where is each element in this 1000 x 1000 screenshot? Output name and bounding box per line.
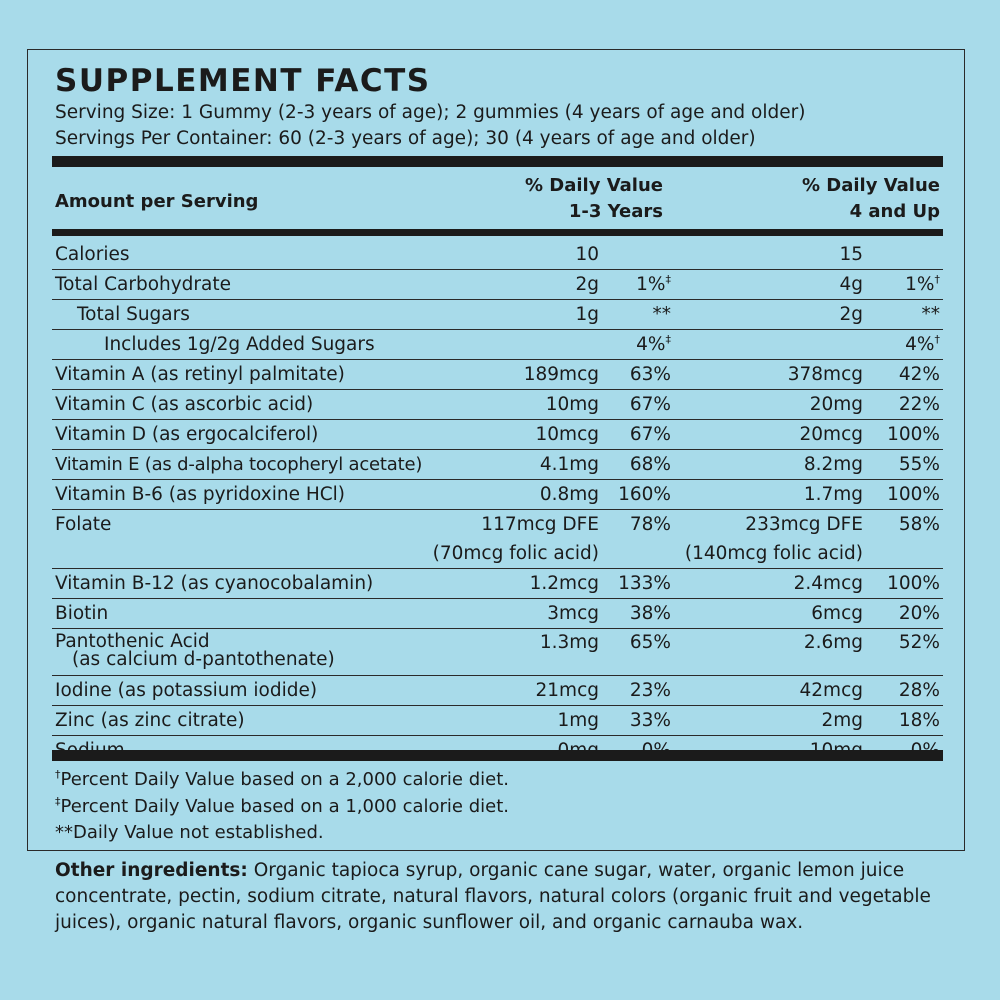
other-ingredients-text: Organic tapioca syrup, organic cane sugar, water, organic lemon juice concentrate, pectin, sodium citrate, natural flavors, natural colors (organic fruit and vegetable juices), organic natural flavors, organic sunflower oil, and organic carnauba wax. (55, 860, 931, 933)
dv-1-3-years: 63% (629, 364, 671, 385)
amount-1-3-years: 10mcg (535, 424, 599, 445)
dv-footnote-mark: ‡ (665, 332, 671, 346)
dv-1-3-years: 38% (629, 603, 671, 624)
dv-4-and-up: 100% (887, 424, 940, 445)
nutrient-name: Includes 1g/2g Added Sugars (104, 334, 375, 355)
dv-footnote-mark: ‡ (665, 272, 671, 286)
nutrient-name: Total Carbohydrate (55, 274, 232, 295)
footnote-dv-not-established: **Daily Value not established. (55, 822, 324, 843)
dv-1-3-years: 33% (629, 710, 671, 731)
amount-1-3-years: 0.8mg (539, 484, 599, 505)
dv-1-3-years: 67% (629, 394, 671, 415)
nutrient-name: Vitamin B-6 (as pyridoxine HCl) (55, 484, 346, 505)
nutrient-name: Folate (55, 514, 112, 535)
dv-4-and-up: 22% (898, 394, 940, 415)
nutrient-row-added-sugars (52, 330, 943, 360)
dv2-header-line1: % Daily Value (801, 175, 940, 196)
folic-acid-4-and-up: (140mcg folic acid) (684, 543, 863, 564)
nutrient-row-iodine (52, 676, 943, 706)
panel-title: SUPPLEMENT FACTS (55, 63, 431, 99)
dv-4-and-up: 42% (898, 364, 940, 385)
dv1-header-line1: % Daily Value (524, 175, 663, 196)
amount-1-3-years: 3mcg (547, 603, 599, 624)
servings-per-container: Servings Per Container: 60 (2-3 years of age); 30 (4 years of age and older) (55, 128, 756, 149)
dv-1-3-years: 160% (618, 484, 671, 505)
nutrient-name: Vitamin B-12 (as cyanocobalamin) (55, 573, 374, 594)
nutrient-name-line2: (as calcium d-pantothenate) (72, 649, 335, 670)
amount-1-3-years: 1.2mcg (529, 573, 599, 594)
dv-4-and-up: ** (921, 304, 940, 325)
amount-1-3-years: 1mg (557, 710, 599, 731)
amount-1-3-years: 10mg (545, 394, 599, 415)
daily-value-4-and-up-header (802, 173, 940, 225)
amount-4-and-up: 8.2mg (803, 454, 863, 475)
nutrient-name: Iodine (as potassium iodide) (55, 680, 318, 701)
dv-value: 1% (905, 274, 935, 295)
dv-footnote-mark: † (934, 272, 940, 286)
amount-4-and-up: 20mcg (799, 424, 863, 445)
dv-value: 4% (905, 334, 935, 355)
dv-4-and-up: 100% (887, 484, 940, 505)
amount-4-and-up: 2mg (821, 710, 863, 731)
dv-1-3-years: 65% (629, 632, 671, 653)
amount-1-3-years: 21mcg (535, 680, 599, 701)
nutrient-row-total-carbohydrate (52, 270, 943, 300)
nutrient-row-vitamin-a (52, 360, 943, 390)
amount-1-3-years: 189mcg (523, 364, 599, 385)
dv1-header-line2: 1-3 Years (568, 201, 663, 222)
amount-1-3-years: 1.3mg (539, 632, 599, 653)
amount-4-and-up: 378mcg (787, 364, 863, 385)
nutrient-name: Calories (55, 244, 130, 265)
dv-4-and-up (905, 330, 940, 359)
dv-1-3-years: ** (652, 304, 671, 325)
footnote-2000-calorie (55, 768, 509, 792)
dv-1-3-years (636, 270, 671, 299)
amount-1-3-years: 10 (575, 244, 599, 265)
serving-size: Serving Size: 1 Gummy (2-3 years of age); 2 gummies (4 years of age and older) (55, 102, 806, 123)
amount-4-and-up: 1.7mg (803, 484, 863, 505)
nutrient-table (52, 240, 943, 765)
folic-acid-1-3-years: (70mcg folic acid) (432, 543, 599, 564)
amount-4-and-up: 2g (839, 304, 863, 325)
dv-value: 4% (636, 334, 666, 355)
dv-4-and-up: 55% (898, 454, 940, 475)
nutrient-row-zinc (52, 706, 943, 736)
dv-4-and-up: 100% (887, 573, 940, 594)
nutrient-row-vitamin-b6 (52, 480, 943, 510)
nutrient-row-pantothenic-acid (52, 629, 943, 676)
dv-1-3-years: 23% (629, 680, 671, 701)
dv-4-and-up: 28% (898, 680, 940, 701)
dv-1-3-years: 68% (629, 454, 671, 475)
daily-value-1-3-years-header (525, 173, 663, 225)
amount-4-and-up: 20mg (809, 394, 863, 415)
footnote-text: Percent Daily Value based on a 2,000 calorie diet. (60, 769, 509, 790)
nutrient-name: Biotin (55, 603, 109, 624)
nutrient-name: Pantothenic Acid (55, 631, 210, 652)
amount-1-3-years: 2g (575, 274, 599, 295)
amount-4-and-up: 4g (839, 274, 863, 295)
dv2-header-line2: 4 and Up (849, 201, 940, 222)
dv-footnote-mark: † (934, 332, 940, 346)
nutrient-name: Total Sugars (77, 304, 190, 325)
dv-1-3-years: 133% (618, 573, 671, 594)
amount-1-3-years: 4.1mg (539, 454, 599, 475)
dv-4-and-up (905, 270, 940, 299)
dv-1-3-years: 67% (629, 424, 671, 445)
nutrient-row-calories (52, 240, 943, 270)
dv-value: 1% (636, 274, 666, 295)
other-ingredients-label: Other ingredients: (55, 860, 248, 881)
amount-4-and-up: 42mcg (799, 680, 863, 701)
nutrient-name: Zinc (as zinc citrate) (55, 710, 245, 731)
nutrient-name: Vitamin C (as ascorbic acid) (55, 394, 314, 415)
nutrient-row-vitamin-e (52, 450, 943, 480)
amount-1-3-years: 1g (575, 304, 599, 325)
amount-4-and-up: 6mcg (811, 603, 863, 624)
amount-4-and-up: 2.6mg (803, 632, 863, 653)
thick-divider-top (52, 156, 943, 167)
amount-4-and-up: 233mcg DFE (745, 514, 863, 535)
dv-1-3-years: 78% (629, 514, 671, 535)
amount-4-and-up: 15 (839, 244, 863, 265)
dv-4-and-up: 18% (898, 710, 940, 731)
amount-per-serving-header: Amount per Serving (55, 191, 259, 212)
nutrient-name: Vitamin D (as ergocalciferol) (55, 424, 319, 445)
amount-1-3-years: 117mcg DFE (481, 514, 599, 535)
nutrient-name: Vitamin E (as d-alpha tocopheryl acetate) (55, 454, 423, 475)
footnote-mark: † (55, 768, 61, 781)
nutrient-row-biotin (52, 599, 943, 629)
nutrient-row-folate (52, 510, 943, 569)
amount-4-and-up: 2.4mcg (793, 573, 863, 594)
footnote-mark: ‡ (55, 795, 61, 808)
other-ingredients (55, 858, 945, 936)
footnote-text: Percent Daily Value based on a 1,000 calorie diet. (60, 796, 509, 817)
nutrient-row-vitamin-d (52, 420, 943, 450)
nutrient-row-total-sugars (52, 300, 943, 330)
nutrient-row-vitamin-c (52, 390, 943, 420)
thick-divider-bottom (52, 750, 943, 761)
nutrient-row-vitamin-b12 (52, 569, 943, 599)
dv-4-and-up: 20% (898, 603, 940, 624)
dv-4-and-up: 58% (898, 514, 940, 535)
dv-4-and-up: 52% (898, 632, 940, 653)
dv-1-3-years (636, 330, 671, 359)
nutrient-name: Vitamin A (as retinyl palmitate) (55, 364, 345, 385)
medium-divider (52, 229, 943, 236)
footnote-1000-calorie (55, 795, 509, 819)
